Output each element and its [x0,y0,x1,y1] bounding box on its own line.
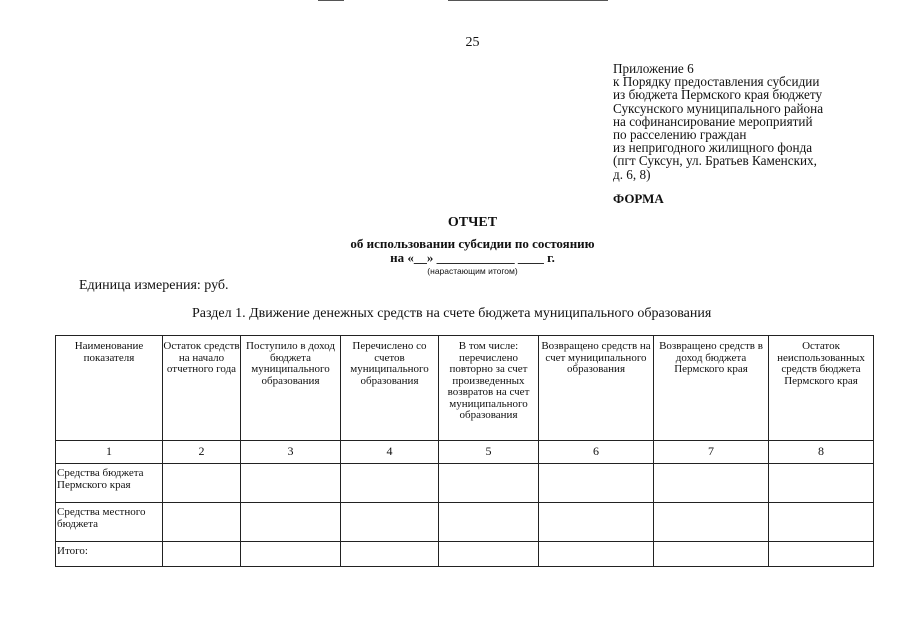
row-label: Средства местного бюджета [56,503,163,542]
table-cell[interactable] [769,542,874,567]
table-row [56,464,874,503]
appendix-line: из непригодного жилищного фонда [613,140,813,156]
table-cell[interactable] [341,464,439,503]
appendix-line: из бюджета Пермского края бюджету [613,87,823,103]
appendix-line: к Порядку предоставления субсидии [613,74,820,90]
report-title: ОТЧЕТ [447,215,498,230]
table-cell[interactable] [654,503,769,542]
column-number: 8 [769,441,874,464]
column-header: В том числе: перечислено повторно за счет произведенных возвратов на счет муниципального образования [439,336,539,441]
table-cell[interactable] [241,542,341,567]
column-number: 5 [439,441,539,464]
column-header: Остаток неиспользованных средств бюджета Пермского края [769,336,874,441]
table-cell[interactable] [539,542,654,567]
table-cell[interactable] [654,542,769,567]
appendix-line: на софинансирование мероприятий [613,113,813,129]
table-cell[interactable] [769,503,874,542]
appendix-line: Суксунского муниципального района [613,100,824,116]
table-cell[interactable] [439,503,539,542]
appendix-line: д. 6, 8) [613,166,651,182]
unit-of-measure: Единица измерения: руб. [79,278,229,293]
table-row [56,542,874,567]
report-date-line: на «__» ____________ ____ г. [390,250,555,265]
table-cell[interactable] [539,464,654,503]
report-table [55,335,874,567]
table-cell[interactable] [439,464,539,503]
column-header: Наименование показателя [56,336,163,441]
table-header-row [56,336,874,441]
appendix-line: по расселению граждан [613,127,747,143]
section-title: Раздел 1. Движение денежных средств на счете бюджета муниципального образования [192,306,712,321]
appendix-line: (пгт Суксун, ул. Братьев Каменских, [613,153,817,169]
row-label: Средства бюджета Пермского края [56,464,163,503]
column-number-row [56,441,874,464]
table-cell[interactable] [769,464,874,503]
table-cell[interactable] [241,464,341,503]
column-header: Перечислено со счетов муниципального образования [341,336,439,441]
table-cell[interactable] [241,503,341,542]
table-cell[interactable] [439,542,539,567]
column-number: 1 [56,441,163,464]
column-number: 7 [654,441,769,464]
table-cell[interactable] [654,464,769,503]
column-header: Возвращено средств в доход бюджета Пермского края [654,336,769,441]
form-label: ФОРМА [613,191,664,206]
page-number: 25 [465,35,480,50]
column-header: Поступило в доход бюджета муниципального образования [241,336,341,441]
table-cell[interactable] [163,542,241,567]
top-rule-right [448,0,608,1]
column-header: Возвращено средств на счет муниципального образования [539,336,654,441]
column-header: Остаток средств на начало отчетного года [163,336,241,441]
table-cell[interactable] [163,503,241,542]
column-number: 2 [163,441,241,464]
column-number: 6 [539,441,654,464]
report-subtitle: об использовании субсидии по состоянию [350,236,595,251]
table-cell[interactable] [341,542,439,567]
top-rule-left [318,0,344,1]
table-row [56,503,874,542]
row-label: Итого: [56,542,163,567]
column-number: 3 [241,441,341,464]
report-date-note: (нарастающим итогом) [427,266,518,276]
table-cell[interactable] [539,503,654,542]
table-cell[interactable] [341,503,439,542]
appendix-block [613,62,903,181]
table-cell[interactable] [163,464,241,503]
appendix-line: Приложение 6 [613,61,694,76]
column-number: 4 [341,441,439,464]
